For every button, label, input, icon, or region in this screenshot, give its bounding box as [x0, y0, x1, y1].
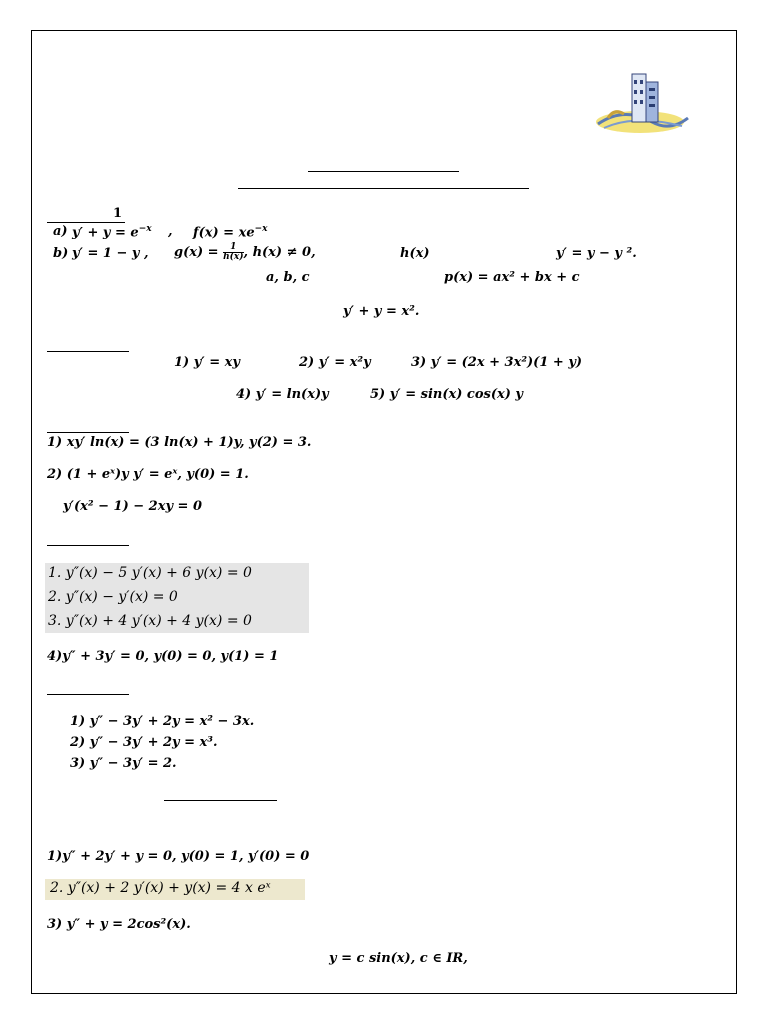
exercise2-eq3: 3) y′ = (2x + 3x²)(1 + y) — [411, 355, 583, 370]
exercise2-heading-rule — [47, 351, 129, 352]
exercise4-eq4: 4)y″ + 3y′ = 0, y(0) = 0, y(1) = 1 — [47, 649, 279, 664]
exercise1-a-function: $f(x) = xe^{-x}$ — [193, 224, 268, 241]
exercise1-a-separator: , — [168, 224, 173, 239]
exercise6-eq1: 1)y″ + 2y′ + y = 0, y(0) = 1, y′(0) = 0 — [47, 849, 310, 864]
exercise1-heading-rule — [47, 222, 125, 223]
coefficients-abc: a, b, c — [266, 270, 310, 285]
exercise2-eq1: 1) y′ = xy — [174, 355, 240, 370]
polynomial-p: p(x) = ax² + bx + c — [444, 270, 580, 285]
exercise4-gray-box — [45, 563, 309, 633]
exercise6-heading-rule — [164, 800, 277, 801]
exercise1-b-hx: h(x) — [400, 246, 430, 261]
exercise1-b-equation: y′ = 1 − y , — [72, 246, 149, 261]
exercise4-box-line3: 3. y″(x) + 4 y′(x) + 4 y(x) = 0 — [48, 613, 252, 629]
exercise3-eq2: 2) (1 + eˣ)y y′ = eˣ, y(0) = 1. — [47, 467, 249, 482]
subtitle-rule — [238, 188, 529, 189]
exercise3-heading-rule — [47, 432, 129, 433]
exercise1-a-label: a) — [53, 224, 68, 239]
exercise1-b-g-function: g(x) = $\frac{1}{h(x)}$, h(x) ≠ 0, — [174, 242, 316, 262]
exercise6-eq3: 3) y″ + y = 2cos²(x). — [47, 917, 191, 932]
exercise2-eq5: 5) y′ = sin(x) cos(x) y — [370, 387, 523, 402]
exercise6-box-line: 2. y″(x) + 2 y′(x) + y(x) = 4 x eˣ — [50, 880, 271, 896]
exercise2-eq2: 2) y′ = x²y — [299, 355, 371, 370]
exercise3-eq1: 1) xy′ ln(x) = (3 ln(x) + 1)y, y(2) = 3. — [47, 435, 312, 450]
title-rule — [308, 171, 459, 172]
exercise1-b-bernoulli: y′ = y − y ². — [556, 246, 637, 261]
exercise6-yellow-box — [45, 879, 305, 900]
exercise2-eq4: 4) y′ = ln(x)y — [236, 387, 329, 402]
exercise5-eq3: 3) y″ − 3y′ = 2. — [70, 756, 177, 771]
exercise1-number: 1 — [113, 206, 123, 221]
exercise4-box-line2: 2. y″(x) − y′(x) = 0 — [48, 589, 178, 605]
exercise6-eq4: y = c sin(x), c ∈ IR, — [329, 951, 468, 966]
exercise1-b-fraction: $\frac{1}{h(x)}$ — [223, 242, 244, 262]
exercise3-eq3: y′(x² − 1) − 2xy = 0 — [63, 499, 203, 514]
exercise4-heading-rule — [47, 545, 129, 546]
exercise1-b-label: b) — [53, 246, 69, 261]
university-logo — [594, 70, 692, 136]
exercise5-eq2: 2) y″ − 3y′ + 2y = x³. — [70, 735, 218, 750]
exercise5-heading-rule — [47, 694, 129, 695]
exercise5-eq1: 1) y″ − 3y′ + 2y = x² − 3x. — [70, 714, 255, 729]
exercise1-a-equation: $y' + y = e^{-x}$ — [72, 224, 152, 241]
equation-y-prime-plus-y: y′ + y = x². — [343, 304, 420, 319]
exercise4-box-line1: 1. y″(x) − 5 y′(x) + 6 y(x) = 0 — [48, 565, 252, 581]
